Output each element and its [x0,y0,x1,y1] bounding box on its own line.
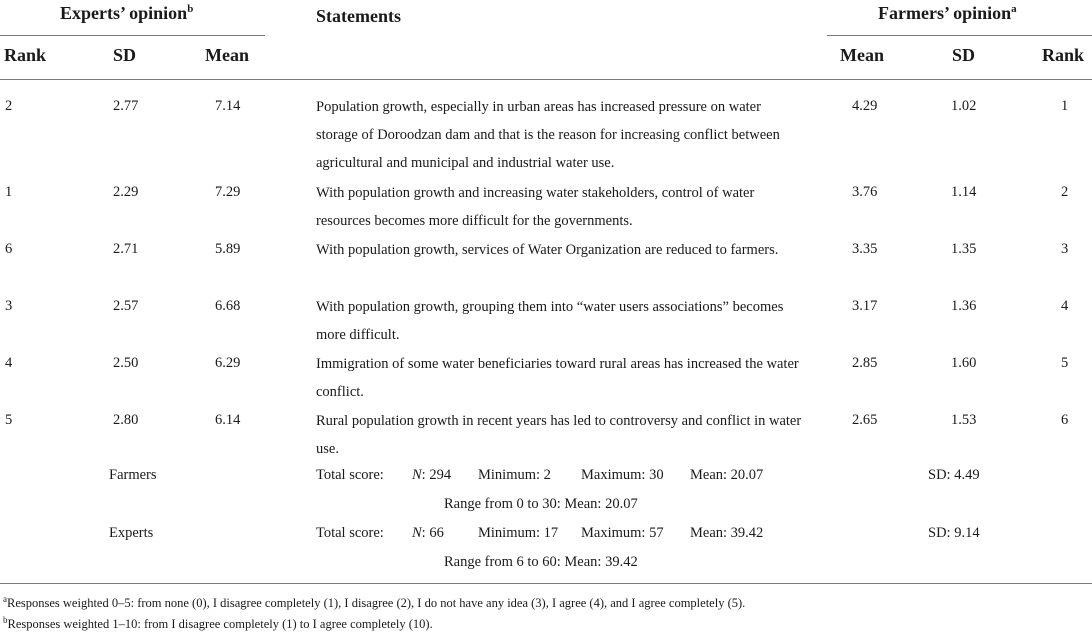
farmers-group-header [878,3,1017,24]
summary-n-value: : 294 [421,467,452,483]
farmers-rank-cell: 4 [1061,298,1069,314]
experts-footnote-mark: b [187,3,194,15]
experts-sd-cell: 2.77 [113,98,139,114]
footnote-mark: b [3,614,8,625]
experts-rank-cell: 3 [5,298,13,314]
farmers-mean-cell: 3.76 [852,184,878,200]
summary-sd: SD: 4.49 [928,467,980,483]
farmers-sd-header: SD [952,45,976,65]
farmers-group-title: Farmers’ opinion [878,3,1012,23]
summary-mean: Mean: 20.07 [690,467,764,483]
experts-sd-header: SD [113,45,137,65]
experts-rank-cell: 6 [5,241,13,257]
experts-rank-cell: 4 [5,355,13,371]
footnote-b [3,614,433,632]
experts-sd-cell: 2.71 [113,241,139,257]
header-bottom-rule [0,79,1092,80]
experts-sd-cell: 2.29 [113,184,139,200]
experts-sd-cell: 2.57 [113,298,139,314]
farmers-sd-cell: 1.02 [951,98,977,114]
farmers-rank-cell: 2 [1061,184,1069,200]
farmers-footnote-mark: a [1011,3,1017,15]
farmers-sd-cell: 1.60 [951,355,977,371]
statement-cell: With population growth, grouping them into “water users associations” becomes more difficult. [316,299,784,343]
farmers-rank-cell: 5 [1061,355,1069,371]
footnote-text: Responses weighted 0–5: from none (0), I disagree completely (1), I disagree (2), I do not have any idea (3), I agree (4), and I agree completely (5). [7,596,746,610]
summary-minimum: Minimum: 2 [478,467,551,483]
experts-mean-cell: 6.14 [215,412,241,428]
farmers-mean-header: Mean [840,45,884,65]
summary-n-label: N [412,467,422,483]
experts-sd-cell: 2.50 [113,355,139,371]
summary-n-label: N [412,525,422,541]
experts-mean-cell: 6.68 [215,298,241,314]
statement-cell: Rural population growth in recent years has led to controversy and conflict in water use. [316,413,802,457]
summary-minimum: Minimum: 17 [478,525,559,541]
summary-mean: Mean: 39.42 [690,525,764,541]
summary-range: Range from 0 to 30: Mean: 20.07 [444,496,638,512]
farmers-mean-cell: 2.85 [852,355,878,371]
summary-range: Range from 6 to 60: Mean: 39.42 [444,554,638,570]
experts-group-header [60,3,193,24]
farmers-rank-header: Rank [1042,45,1085,65]
summary-maximum: Maximum: 30 [581,467,664,483]
statement-cell: Immigration of some water beneficiaries toward rural areas has increased the water conflict. [316,356,799,400]
statements-header: Statements [316,6,401,26]
farmers-mean-cell: 3.35 [852,241,878,257]
experts-mean-cell: 7.29 [215,184,241,200]
experts-mean-cell: 6.29 [215,355,241,371]
statement-cell: Population growth, especially in urban areas has increased pressure on water storage of Doroodzan dam and that is the reason for increasing conflict between agricultural and municipal and industrial water use. [316,99,780,171]
summary-n-value: : 66 [421,525,444,541]
experts-mean-cell: 5.89 [215,241,241,257]
farmers-group-rule [827,35,1092,36]
farmers-rank-cell: 3 [1061,241,1069,257]
summary-group-label: Farmers [109,467,157,483]
experts-mean-cell: 7.14 [215,98,241,114]
table-bottom-rule [0,583,1092,584]
footnote-a [3,593,746,611]
statement-cell: With population growth, services of Water Organization are reduced to farmers. [316,242,779,258]
summary-maximum: Maximum: 57 [581,525,664,541]
experts-group-title: Experts’ opinion [60,3,188,23]
farmers-sd-cell: 1.35 [951,241,977,257]
experts-rank-cell: 2 [5,98,13,114]
summary-sd: SD: 9.14 [928,525,980,541]
farmers-mean-cell: 4.29 [852,98,878,114]
experts-mean-header: Mean [205,45,249,65]
farmers-mean-cell: 2.65 [852,412,878,428]
summary-total-label: Total score: [316,525,384,541]
experts-rank-header: Rank [4,45,47,65]
farmers-rank-cell: 1 [1061,98,1069,114]
farmers-mean-cell: 3.17 [852,298,878,314]
statement-cell: With population growth and increasing water stakeholders, control of water resources becomes more difficult for the governments. [316,185,755,229]
summary-group-label: Experts [109,525,154,541]
experts-rank-cell: 1 [5,184,13,200]
experts-sd-cell: 2.80 [113,412,139,428]
footnote-text: Responses weighted 1–10: from I disagree completely (1) to I agree completely (10). [7,617,433,631]
footnote-mark: a [3,593,7,604]
farmers-sd-cell: 1.36 [951,298,977,314]
farmers-sd-cell: 1.53 [951,412,977,428]
farmers-sd-cell: 1.14 [951,184,977,200]
experts-group-rule [0,35,265,36]
summary-n [412,467,451,484]
summary-total-label: Total score: [316,467,384,483]
experts-rank-cell: 5 [5,412,13,428]
farmers-rank-cell: 6 [1061,412,1069,428]
summary-n [412,525,444,542]
